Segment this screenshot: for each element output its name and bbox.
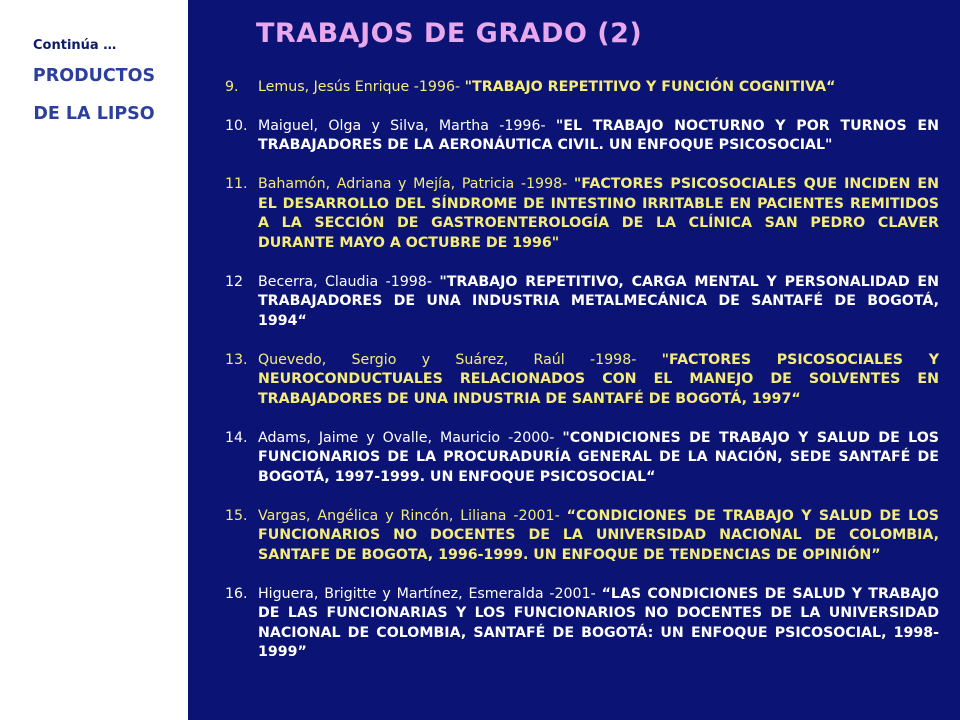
thesis-list [225, 78, 939, 682]
list-item [225, 273, 939, 332]
sidebar [0, 0, 188, 720]
list-item [225, 585, 939, 663]
item-title: "EL TRABAJO NOCTURNO Y POR TURNOS EN TRABAJADORES DE LA AERONÁUTICA CIVIL. UN ENFOQUE PSICOSOCIAL" [258, 117, 939, 154]
main-panel [188, 0, 960, 720]
item-number: 11. [225, 176, 248, 193]
item-authors: Higuera, Brigitte y Martínez, Esmeralda -2001- [258, 585, 602, 602]
item-authors: Vargas, Angélica y Rincón, Liliana -2001- [258, 507, 567, 524]
item-title: "TRABAJO REPETITIVO, CARGA MENTAL Y PERSONALIDAD EN TRABAJADORES DE UNA INDUSTRIA METALMECÁNICA DE SANTAFÉ DE BOGOTÁ, 1994“ [258, 273, 939, 329]
item-title: "CONDICIONES DE TRABAJO Y SALUD DE LOS FUNCIONARIOS DE LA PROCURADURÍA GENERAL DE LA NACIÓN, SEDE SANTAFÉ DE BOGOTÁ, 1997-1999. UN ENFOQUE PSICOSOCIAL“ [258, 429, 939, 485]
item-number: 13. [225, 351, 248, 368]
list-item [225, 175, 939, 253]
list-item [225, 507, 939, 566]
list-item [225, 78, 939, 98]
item-authors: Becerra, Claudia -1998- [258, 273, 440, 290]
item-authors: Maiguel, Olga y Silva, Martha -1996- [258, 117, 556, 134]
item-number: 14. [225, 429, 248, 446]
list-item [225, 429, 939, 488]
item-title: "FACTORES PSICOSOCIALES Y NEUROCONDUCTUALES RELACIONADOS CON EL MANEJO DE SOLVENTES EN TRABAJADORES DE UNA INDUSTRIA DE SANTAFÉ DE BOGOTÁ, 1997“ [258, 351, 939, 407]
item-title: “CONDICIONES DE TRABAJO Y SALUD DE LOS FUNCIONARIOS NO DOCENTES DE LA UNIVERSIDAD NACIONAL DE COLOMBIA, SANTAFE DE BOGOTA, 1996-1999. UN ENFOQUE DE TENDENCIAS DE OPINIÓN” [258, 507, 939, 563]
item-title: "TRABAJO REPETITIVO Y FUNCIÓN COGNITIVA“ [464, 79, 836, 95]
list-item [225, 117, 939, 156]
list-item [225, 351, 939, 410]
continua-label: Continúa … [33, 38, 117, 53]
item-number: 16. [225, 585, 248, 602]
item-title: “LAS CONDICIONES DE SALUD Y TRABAJO DE LAS FUNCIONARIAS Y LOS FUNCIONARIOS NO DOCENTES DE LA UNIVERSIDAD NACIONAL DE COLOMBIA, SANTAFÉ DE BOGOTÁ: UN ENFOQUE PSICOSOCIAL, 1998-1999” [258, 585, 939, 661]
item-number: 15. [225, 507, 248, 524]
item-authors: Bahamón, Adriana y Mejía, Patricia -1998- [258, 176, 574, 193]
item-number: 12 [225, 273, 244, 290]
item-authors: Quevedo, Sergio y Suárez, Raúl -1998- [258, 351, 662, 368]
item-title: "FACTORES PSICOSOCIALES QUE INCIDEN EN EL DESARROLLO DEL SÍNDROME DE INTESTINO IRRITABLE EN PACIENTES REMITIDOS A LA SECCIÓN DE GASTROENTEROLOGÍA DE LA CLÍNICA SAN PEDRO CLAVER DURANTE MAYO A OCTUBRE DE 1996" [258, 176, 939, 251]
page-title: TRABAJOS DE GRADO (2) [256, 18, 643, 49]
item-number: 10. [225, 117, 248, 134]
item-authors: Adams, Jaime y Ovalle, Mauricio -2000- [258, 429, 563, 446]
item-number: 9. [225, 79, 239, 95]
section-title-line2: DE LA LIPSO [33, 104, 155, 124]
section-title-line1: PRODUCTOS [32, 66, 156, 86]
item-authors: Lemus, Jesús Enrique -1996- [258, 79, 465, 95]
